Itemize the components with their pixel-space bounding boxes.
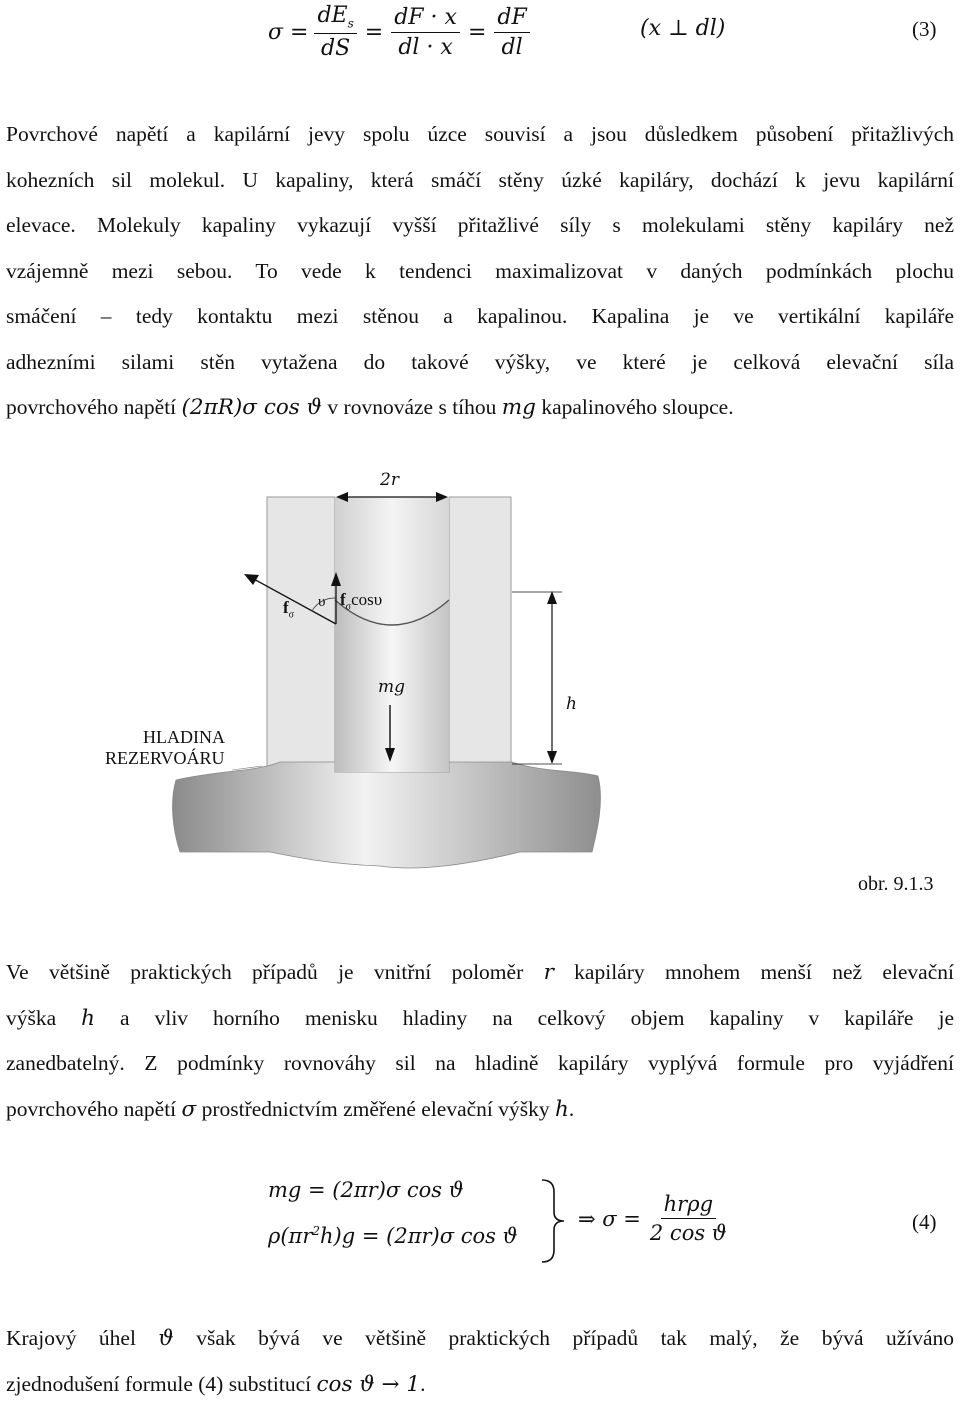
eq4-fraction (647, 1192, 730, 1245)
label-hladina: HLADINA (143, 727, 225, 748)
para3-line-2 (6, 1362, 954, 1407)
para2-line-4 (6, 1087, 954, 1133)
eq3-fraction-3 (494, 5, 529, 60)
eq3-fraction-1 (314, 3, 356, 60)
label-mg: mg (378, 677, 405, 697)
eq4-row2-sup: 2 (312, 1224, 320, 1238)
label-f-sub-sigma: σ (289, 609, 294, 620)
para1-math-force: (2πR)σ cos ϑ (182, 395, 323, 420)
para1-line: elevace. Molekuly kapaliny vykazují vyšší přitažlivé síly s molekulami stěny kapiláry než (6, 203, 954, 249)
label-theta: υ (318, 594, 325, 611)
para2-math-h: h (81, 1006, 95, 1031)
para3-math-theta: ϑ (158, 1326, 173, 1351)
label-h: h (566, 694, 577, 714)
para1-line: adhezními silami stěn vytažena do takové výšky, ve které je celková elevační síla (6, 340, 954, 386)
para2-text: kapiláry mnohem menší než elevační (554, 960, 954, 984)
eq4-num: hrρg (661, 1192, 716, 1219)
para2-math-r: r (544, 960, 554, 985)
eq4-row-1: mg = (2πr)σ cos ϑ (268, 1178, 464, 1202)
eq4-result (578, 1192, 730, 1245)
eq4-row-2 (268, 1224, 518, 1248)
eq3-den-1: dS (318, 34, 353, 61)
eq3-num-3: dF (494, 5, 529, 33)
para2-math-h2: h (555, 1097, 569, 1122)
eq4-row2-a: ρ(πr (268, 1224, 312, 1248)
paragraph-1 (6, 112, 954, 431)
para2-text: Ve většině praktických případů je vnitřní poloměr (6, 960, 544, 984)
para3-text: zjednodušení formule (4) substitucí (6, 1372, 317, 1396)
para3-math-substitution: cos ϑ → 1 (317, 1372, 421, 1397)
figure-caption: obr. 9.1.3 (858, 873, 934, 896)
para1-last-line (6, 385, 954, 431)
label-fcos-cos: cosυ (351, 590, 382, 609)
para1-line: kohezních sil molekul. U kapaliny, která smáčí stěny úzké kapiláry, dochází k jevu kapilární (6, 158, 954, 204)
eq4-implies: ⇒ σ = (578, 1207, 641, 1231)
para2-text: prostřednictvím změřené elevační výšky (196, 1097, 555, 1121)
para3-line-1 (6, 1316, 954, 1362)
label-2r: 2r (380, 470, 399, 490)
para1-line: Povrchové napětí a kapilární jevy spolu úzce souvisí a jsou důsledkem působení přitažlivých (6, 112, 954, 158)
height-h-arrow-bottom (547, 751, 557, 764)
equation-3 (268, 0, 530, 64)
label-rezervoaru: REZERVOÁRU (105, 748, 225, 769)
label-f: f (283, 598, 289, 617)
para1-text: povrchového napětí (6, 395, 182, 419)
eq3-fraction-2 (391, 5, 460, 60)
para1-text: v rovnováze s tíhou (322, 395, 502, 419)
para2-line-2 (6, 996, 954, 1042)
height-h-arrow-top (547, 591, 557, 604)
para1-line: vzájemně mezi sebou. To vede k tendenci maximalizovat v daných podmínkách plochu (6, 249, 954, 295)
eq3-den-2: dl · x (395, 33, 456, 60)
para2-line-3: zanedbatelný. Z podmínky rovnováhy sil na hladině kapiláry vyplývá formule pro vyjádření (6, 1041, 954, 1087)
label-f-sigma (283, 598, 294, 620)
capillary-figure (0, 455, 960, 935)
eq3-equals-a: = (365, 20, 383, 45)
para2-text: povrchového napětí (6, 1097, 182, 1121)
eq4-number: (4) (912, 1210, 937, 1235)
paragraph-2 (6, 950, 954, 1132)
eq4-brace (538, 1178, 568, 1264)
eq3-number: (3) (912, 17, 937, 42)
label-fcos-f: f (340, 590, 346, 609)
eq3-den-3: dl (499, 33, 526, 60)
capillary-wall-left (267, 497, 335, 772)
eq3-condition: (x ⊥ dl) (640, 16, 725, 41)
para3-text: však bývá ve většině praktických případů tak malý, že bývá užíváno (174, 1326, 954, 1350)
eq4-den: 2 cos ϑ (647, 1219, 730, 1245)
para3-text: . (420, 1372, 425, 1396)
para2-text: a vliv horního menisku hladiny na celkový objem kapaliny v kapiláře je (95, 1006, 954, 1030)
paragraph-3 (6, 1316, 954, 1407)
eq3-num-1: dE (317, 3, 347, 28)
eq3-equals-b: = (468, 20, 486, 45)
eq3-num-2: dF · x (391, 5, 460, 33)
para2-math-sigma: σ (182, 1097, 197, 1122)
eq3-sigma: σ = (268, 20, 308, 45)
eq4-row2-b: h)g = (2πr)σ cos ϑ (320, 1224, 518, 1248)
reservoir-liquid (173, 762, 601, 868)
para2-line-1 (6, 950, 954, 996)
para1-line: smáčení – tedy kontaktu mezi stěnou a kapalinou. Kapalina je ve vertikální kapiláře (6, 294, 954, 340)
para2-text: výška (6, 1006, 81, 1030)
capillary-wall-right (449, 497, 511, 772)
para1-math-mg: mg (502, 395, 536, 420)
eq3-num-1-sub: s (348, 17, 354, 31)
label-fcos-sub-sigma: σ (346, 601, 351, 612)
para3-text: Krajový úhel (6, 1326, 158, 1350)
force-f-sigma-arrowhead (244, 574, 259, 585)
para2-text: . (569, 1097, 574, 1121)
label-f-cos (340, 590, 382, 612)
para1-text: kapalinového sloupce. (536, 395, 734, 419)
